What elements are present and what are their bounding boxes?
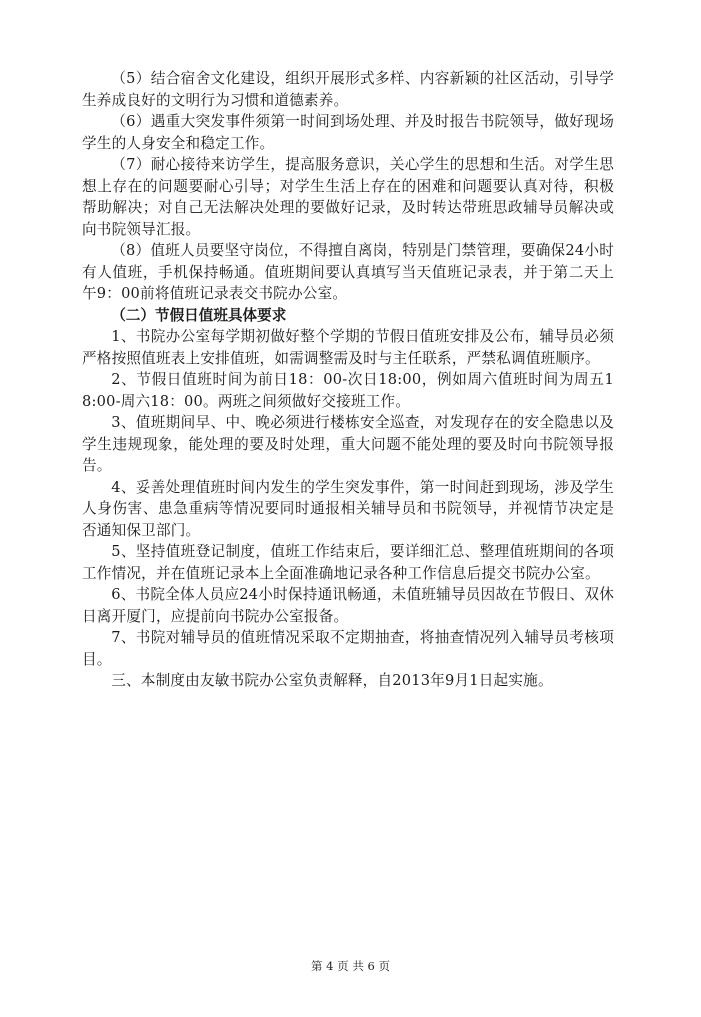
holiday-rule-1: 1、书院办公室每学期初做好整个学期的节假日值班安排及公布，辅导员必须严格按照值班表上安排值班，如需调整需及时与主任联系，严禁私调值班顺序。 [82, 328, 614, 367]
holiday-rule-6: 6、书院全体人员应24小时保持通讯畅通，未值班辅导员因故在节假日、双休日离开厦门，应提前向书院办公室报备。 [82, 586, 614, 625]
paragraph-item-7: （7）耐心接待来访学生，提高服务意识，关心学生的思想和生活。对学生思想上存在的问题要耐心引导；对学生生活上存在的困难和问题要认真对待，积极帮助解决；对自己无法解决处理的要做好记录，及时转达带班思政辅导员解决或向书院领导汇报。 [82, 156, 614, 238]
section-three-effective-date: 三、本制度由友敏书院办公室负责解释，自2013年9月1日起实施。 [111, 672, 553, 689]
document-body [82, 68, 614, 692]
holiday-rule-2: 2、节假日值班时间为前日18：00-次日18:00，例如周六值班时间为周五18:00-周六18：00。两班之间须做好交接班工作。 [82, 371, 614, 410]
section-heading-holiday-duty: （二）节假日值班具体要求 [111, 306, 287, 324]
holiday-rule-3: 3、值班期间早、中、晚必须进行楼栋安全巡查，对发现存在的安全隐患以及学生违规现象，能处理的要及时处理，重大问题不能处理的要及时向书院领导报告。 [82, 414, 614, 474]
holiday-rule-7: 7、书院对辅导员的值班情况采取不定期抽查，将抽查情况列入辅导员考核项目。 [82, 629, 614, 668]
holiday-rule-4: 4、妥善处理值班时间内发生的学生突发事件，第一时间赶到现场，涉及学生人身伤害、患急重病等情况要同时通报相关辅导员和书院领导，并视情节决定是否通知保卫部门。 [82, 478, 614, 539]
paragraph-item-6: （6）遇重大突发事件须第一时间到场处理、并及时报告书院领导，做好现场学生的人身安全和稳定工作。 [82, 113, 614, 152]
holiday-rule-5: 5、坚持值班登记制度，值班工作结束后，要详细汇总、整理值班期间的各项工作情况，并在值班记录本上全面准确地记录各种工作信息后提交书院办公室。 [82, 543, 614, 582]
page-number-footer: 第 4 页 共 6 页 [311, 959, 390, 973]
paragraph-item-8: （8）值班人员要坚守岗位，不得擅自离岗，特别是门禁管理，要确保24小时有人值班，手机保持畅通。值班期间要认真填写当天值班记录表，并于第二天上午9：00前将值班记录表交书院办公室。 [82, 242, 614, 302]
paragraph-item-5: （5）结合宿舍文化建设，组织开展形式多样、内容新颖的社区活动，引导学生养成良好的文明行为习惯和道德素养。 [82, 70, 614, 109]
